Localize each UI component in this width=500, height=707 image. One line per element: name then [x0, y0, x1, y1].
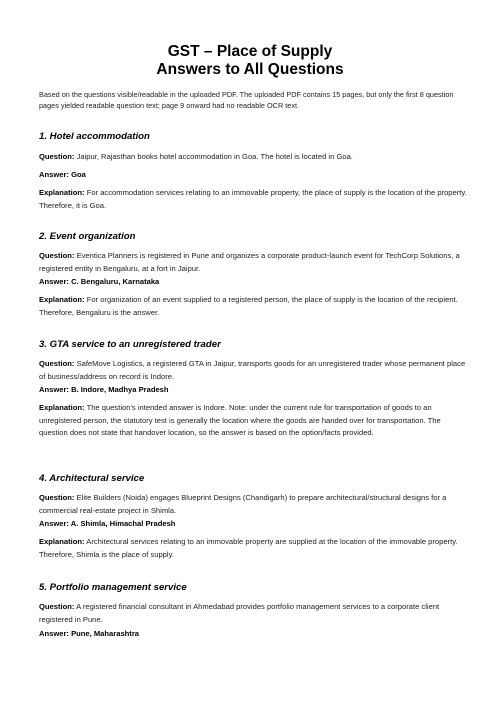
question-text: Eventica Planners is registered in Pune and organizes a corporate product-launch event for TechCorp Solutions, a registered entity in Bengaluru, at a fort in Jaipur.	[39, 251, 460, 273]
question-5	[39, 601, 469, 626]
explanation-4	[39, 536, 469, 561]
intro-paragraph: Based on the questions visible/readable in the uploaded PDF. The uploaded PDF contains 15 pages, but only the first 8 question pages yielded readable question text; page 9 onward had no readable OCR text.	[39, 90, 454, 110]
question-4	[39, 492, 469, 517]
title-line-2: Answers to All Questions	[156, 61, 344, 78]
question-label: Question:	[39, 602, 75, 611]
explanation-text: The question's intended answer is Indore. Note: under the current rule for transportation of goods to an unregistered person, the statutory test is generally the location where the goods are handed over for transportation. The question does not state that handover location, so the answer is based on the option/facts provided.	[39, 403, 441, 437]
explanation-3	[39, 402, 469, 440]
explanation-text: For accommodation services relating to an immovable property, the place of supply is the location of the property. Therefore, it is Goa.	[39, 188, 467, 210]
explanation-label: Explanation:	[39, 295, 85, 304]
section-heading-4: 4. Architectural service	[39, 473, 145, 484]
answer-5: Answer: Pune, Maharashtra	[39, 629, 140, 638]
explanation-label: Explanation:	[39, 188, 85, 197]
question-text: Elite Builders (Noida) engages Blueprint Designs (Chandigarh) to prepare architectural/structural designs for a commercial real-estate project in Shimla.	[39, 493, 447, 515]
explanation-1	[39, 187, 469, 212]
section-heading-3: 3. GTA service to an unregistered trader	[39, 339, 221, 350]
explanation-text: For organization of an event supplied to a registered person, the place of supply is the location of the recipient. Therefore, Bengaluru is the answer.	[39, 295, 458, 317]
question-label: Question:	[39, 251, 75, 260]
explanation-2	[39, 294, 469, 319]
answer-1: Answer: Goa	[39, 170, 86, 179]
question-text: A registered financial consultant in Ahmedabad provides portfolio management services to a corporate client registered in Pune.	[39, 602, 440, 624]
page-title	[0, 43, 500, 79]
explanation-label: Explanation:	[39, 403, 85, 412]
explanation-text: Architectural services relating to an immovable property are supplied at the location of the immovable property. Therefore, Shimla is the place of supply.	[39, 537, 458, 559]
question-label: Question:	[39, 359, 75, 368]
question-label: Question:	[39, 152, 75, 161]
question-text: SafeMove Logistics, a registered GTA in Jaipur, transports goods for an unregistered trader whose permanent place of business/address on record is Indore.	[39, 359, 466, 381]
title-line-1: GST – Place of Supply	[167, 43, 333, 60]
question-label: Question:	[39, 493, 75, 502]
section-heading-1: 1. Hotel accommodation	[39, 131, 150, 142]
question-2	[39, 250, 469, 275]
section-heading-2: 2. Event organization	[39, 231, 136, 242]
question-1	[39, 151, 469, 164]
question-3	[39, 358, 469, 383]
answer-2: Answer: C. Bengaluru, Karnataka	[39, 277, 160, 286]
section-heading-5: 5. Portfolio management service	[39, 582, 187, 593]
answer-4: Answer: A. Shimla, Himachal Pradesh	[39, 519, 176, 528]
answer-3: Answer: B. Indore, Madhya Pradesh	[39, 385, 169, 394]
explanation-label: Explanation:	[39, 537, 85, 546]
question-text: Jaipur, Rajasthan books hotel accommodation in Goa. The hotel is located in Goa.	[76, 152, 353, 161]
